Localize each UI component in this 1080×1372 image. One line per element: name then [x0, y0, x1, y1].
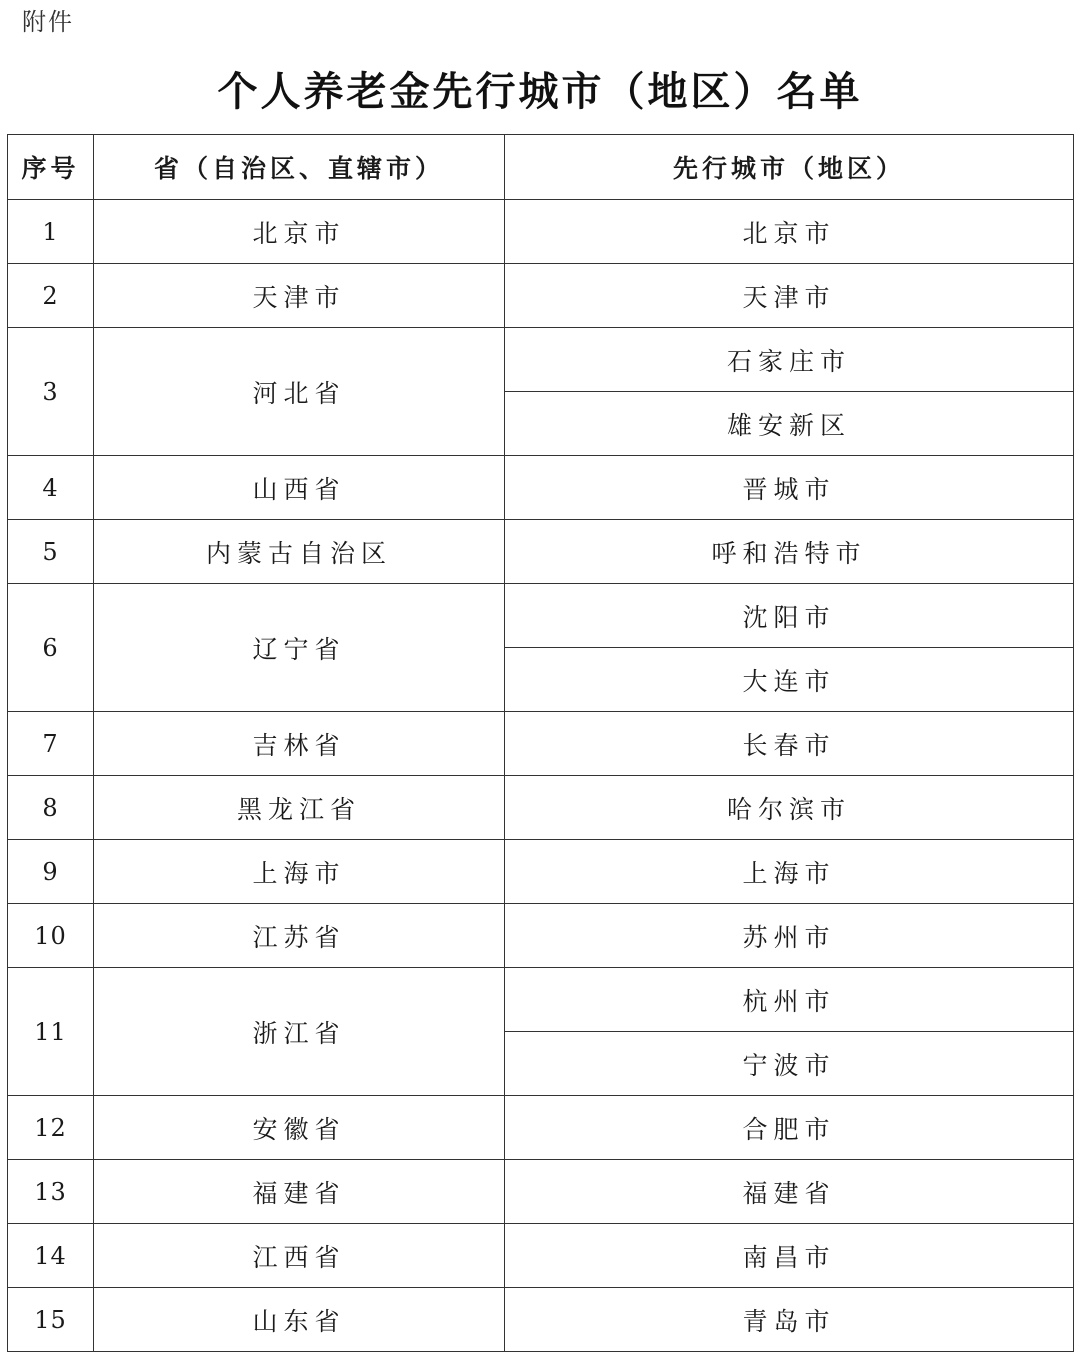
table-row: [8, 1288, 1074, 1352]
table-body: [8, 200, 1074, 1352]
row-index: 11: [8, 968, 94, 1096]
row-index: 9: [8, 840, 94, 904]
table-row: [8, 776, 1074, 840]
page-title: 个人养老金先行城市（地区）名单: [217, 69, 863, 115]
row-province: 福建省: [94, 1160, 505, 1224]
table-row: [8, 712, 1074, 776]
row-city: 宁波市: [505, 1032, 1074, 1096]
row-index: 4: [8, 456, 94, 520]
row-province: 吉林省: [94, 712, 505, 776]
row-province: 内蒙古自治区: [94, 520, 505, 584]
row-city: 北京市: [505, 200, 1074, 264]
row-city: 苏州市: [505, 904, 1074, 968]
table-row: [8, 584, 1074, 648]
row-province: 辽宁省: [94, 584, 505, 712]
row-province: 北京市: [94, 200, 505, 264]
table-row: [8, 968, 1074, 1032]
row-province: 江苏省: [94, 904, 505, 968]
attachment-label: 附件: [22, 8, 74, 36]
row-province: 江西省: [94, 1224, 505, 1288]
table-row: [8, 904, 1074, 968]
row-city: 哈尔滨市: [505, 776, 1074, 840]
row-index: 10: [8, 904, 94, 968]
row-index: 12: [8, 1096, 94, 1160]
pilot-cities-table: [7, 134, 1074, 1352]
row-province: 上海市: [94, 840, 505, 904]
row-city: 上海市: [505, 840, 1074, 904]
table-row: [8, 264, 1074, 328]
table-row: [8, 328, 1074, 392]
row-city: 大连市: [505, 648, 1074, 712]
row-province: 河北省: [94, 328, 505, 456]
row-city: 呼和浩特市: [505, 520, 1074, 584]
row-province: 安徽省: [94, 1096, 505, 1160]
header-city: 先行城市（地区）: [505, 135, 1074, 200]
table-row: [8, 456, 1074, 520]
row-city: 雄安新区: [505, 392, 1074, 456]
row-province: 山西省: [94, 456, 505, 520]
table-row: [8, 1160, 1074, 1224]
row-city: 沈阳市: [505, 584, 1074, 648]
table-row: [8, 1224, 1074, 1288]
row-index: 5: [8, 520, 94, 584]
row-city: 福建省: [505, 1160, 1074, 1224]
row-city: 天津市: [505, 264, 1074, 328]
row-index: 8: [8, 776, 94, 840]
row-index: 13: [8, 1160, 94, 1224]
row-city: 晋城市: [505, 456, 1074, 520]
row-province: 天津市: [94, 264, 505, 328]
header-province: 省（自治区、直辖市）: [94, 135, 505, 200]
row-index: 15: [8, 1288, 94, 1352]
table-header-row: [8, 135, 1074, 200]
row-index: 1: [8, 200, 94, 264]
row-city: 合肥市: [505, 1096, 1074, 1160]
row-index: 6: [8, 584, 94, 712]
row-index: 14: [8, 1224, 94, 1288]
header-index: 序号: [8, 135, 94, 200]
table-row: [8, 840, 1074, 904]
row-city: 南昌市: [505, 1224, 1074, 1288]
table-row: [8, 200, 1074, 264]
row-index: 3: [8, 328, 94, 456]
row-city: 青岛市: [505, 1288, 1074, 1352]
table-row: [8, 1096, 1074, 1160]
table-row: [8, 520, 1074, 584]
row-index: 2: [8, 264, 94, 328]
row-province: 浙江省: [94, 968, 505, 1096]
row-city: 长春市: [505, 712, 1074, 776]
row-city: 石家庄市: [505, 328, 1074, 392]
row-province: 黑龙江省: [94, 776, 505, 840]
row-province: 山东省: [94, 1288, 505, 1352]
row-index: 7: [8, 712, 94, 776]
row-city: 杭州市: [505, 968, 1074, 1032]
